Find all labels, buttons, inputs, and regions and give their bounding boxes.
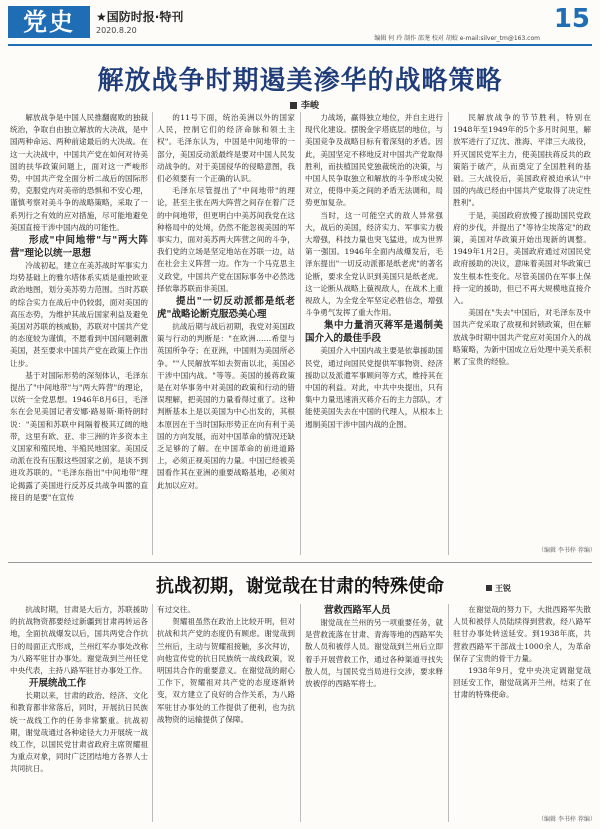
paragraph: 冷战初起，建立在美苏战时军事实力均势基础上的雅尔塔体系实质是重控欧亚政治地图，划分美苏势力范围。当时苏联的综合实力在战后中仍较弱，面对美国的高压态势，为维护其战后国家利益及避免美国对苏联的核威胁，苏联对中国共产党的态度较为谨慎，不愿看到中国问题刺激美国，甚至要求中国共产党在政策上作出让步。 [10,261,148,368]
paragraph: 当时，这一可能空式的敌人异常强大，战后的美国，经济实力、军事实力极大增强，科技力量也突飞猛进，成为世界第一强国。1946年全面内战爆发后，毛泽东提出"一切反动派都是纸老虎"的著名论断，要求全党认识到美国只是纸老虎。这一论断从战略上藐视敌人，在战术上重视敌人，为全党全军坚定必胜信念，增强斗争勇气发挥了重大作用。 [305,210,443,318]
paragraph: 于是，美国政府放慢了援助国民党政府的步伐，并提出了"等待尘埃落定"的政策，美国对华政策开始出现新的调整。1949年1月2日，美国政府通过对国民党政府援助的决议，意味着美国对华政策已发生根本性变化。尽管美国仍在军事上保持一定的援助，但已不再大规模地直接介入。 [453,210,591,306]
paragraph: 抗战后期与战后初期，我党对美国政策与行动的判断是："在欧洲……希望与英国所争夺；在亚洲，中国则为美国所必争。""人民解放军如去贺南以北，美国必干涉中国内战。"等等。美国的援蒋政策是在对华事务中对美国的政策和行动的错误理解，把美国的力量看得过重了。这种判断基本上是以美国为中心出发的，其根本原因在于当时国际形势正在向有利于美国的方向发展，而对中国革命的情况还缺乏足够的了解。在中国革命的前进道路上，必须正视美国的力量。中国已经被美国看作其在亚洲的重要战略基地，必须对此加以应对。 [157,322,295,490]
issue-date: 2020.8.20 [96,26,137,35]
page-number: 15 [553,4,590,34]
paper-name: ★国防时报·特刊 [96,10,184,24]
paragraph: 有过交往。 [157,605,195,614]
article2-column-3 [305,604,443,824]
column-divider [152,112,153,555]
subheading: 提出"一切反动派都是纸老虎"战略论断克服恐美心理 [157,296,295,321]
paragraph: 基于对国际形势的深刻体认，毛泽东提出了"中间地带"与"两大阵营"的理论，以统一全党思想。1946年8月6日，毛泽东在会见美国记者安娜·路易斯·斯特朗时说："美国和苏联中间隔着极其辽阔的地带，这里有欧、亚、非三洲的许多资本主义国家和殖民地、半殖民地国家。美国反动派在没有压服这些国家之前，是谈不到进攻苏联的。"毛泽东指出"中间地带"理论揭露了美国进行反苏反共战争叫嚣的直接目的是要"在宣传 [10,370,148,502]
header-divider [8,44,592,46]
column-divider [152,604,153,822]
paragraph: 美国介入中国内战主要是依靠援助国民党，通过向国民党提供军事物资、经济援助以及派遣军事顾问等方式，维持其在中国的利益。对此，中共中央提出，只有集中力量迅速消灭蒋介石的主力部队，才能使美国失去在中国的代理人，从根本上遏制美国干涉中国内战的企图。 [305,346,443,429]
article1-column-3 [305,112,443,555]
subheading: 营救西路军人员 [324,605,391,616]
paragraph: 在谢觉哉的努力下，大批西路军失散人员和被俘人员陆续得到营救，经八路军驻甘办事处转送延安。到1938年底，共营救西路军干部战士1000余人，为革命保存了宝贵的骨干力量。 [453,605,591,663]
article1-title: 解放战争时期遏美渗华的战略策略 [97,66,503,96]
paragraph: 谢觉哉在兰州的另一项重要任务，就是营救流落在甘肃、青海等地的西路军失散人员和被俘人员。谢觉哉到兰州后立即着手开展营救工作，通过各种渠道寻找失散人员，与国民党当局进行交涉，要求释放被俘的西路军将士。 [305,618,443,689]
article1-author: 李峻 [290,98,319,111]
editorial-credits: 编辑 何 玲 制作 邵荛 校对 胡蛟 e-mail:silver_tm@163.com [374,35,540,42]
paragraph: 1938年9月，党中央决定调谢觉哉回延安工作，谢觉哉离开兰州，结束了在甘肃的特殊使命。 [453,666,591,700]
section-tag: 党史 [8,6,90,38]
article2-column-1 [10,604,148,824]
article1-editor-note: （编辑 李书梓 荐编） [538,547,596,554]
article1-column-4 [453,112,591,532]
subheading: 开展统战工作 [29,678,87,690]
column-divider [300,112,301,555]
column-divider [448,604,449,822]
article2-author: 王锐 [486,583,511,594]
article1-column-2 [157,112,295,555]
column-divider [448,112,449,555]
paragraph: 美国在"失去"中国后，对毛泽东及中国共产党采取了敌视和封锁政策，但在解放战争时期中国共产党应对美国介入的战略策略，为新中国成立后处理中美关系积累了宝贵的经验。 [453,308,591,367]
paragraph: 的11号下面，统治美洲以外的国家人民，控制它们的经济命脉和领土主权"。毛泽东认为，中国是中间地带的一部分，美国反动派最终是要对中国人民发动战争的。对于美国侵华的侵略意图，我们必须要有一个正确的认识。 [157,113,295,184]
paragraph: 贺耀祖虽然在政治上比较开明，但对抗战和共产党的态度仍有顾虑。谢觉哉到兰州后，主动与贺耀祖接触，多次拜访，向他宣传党的抗日民族统一战线政策，说明国共合作的重要意义。在谢觉哉的耐心工作下，贺耀祖对共产党的态度逐渐转变，双方建立了良好的合作关系，为八路军驻甘办事处的工作提供了便利，也为抗战物资的运输提供了保障。 [157,617,295,724]
column-divider [300,604,301,822]
subheading: 形成"中间地带"与"两大阵营"理论以统一思想 [10,235,148,260]
page-header [0,0,600,44]
article2-column-4 [453,604,591,809]
paragraph: 民解放战争的节节胜利，特别在1948年至1949年的5个多月时间里，解放军进行了辽沈、淮海、平津三大战役，歼灭国民党军主力，使美国扶蒋反共的政策陷于破产，从而奠定了全国胜利的基础。三大战役后，美国政府被迫承认"中国的内战已经由中国共产党取得了决定性胜利"。 [453,113,591,208]
article1-column-1 [10,112,148,555]
article2-title: 抗战初期，谢觉哉在甘肃的特殊使命 [156,576,444,597]
article2-editor-note: （编辑 李书梓 荐编） [538,816,596,823]
paragraph: 长期以来，甘肃的政治、经济、文化和教育都非常落后，同时，开展抗日民族统一战线工作的任务非常繁重。抗战初期，谢觉哉通过各种途径大力开展统一战线工作，以国民党甘肃省政府主席贺耀祖为重点对象，同时广泛团结地方各界人士共同抗日。 [10,691,148,774]
paragraph: 解放战争是中国人民推翻腐败的独裁统治，争取自由独立解放的大决战，是中国两种命运、两种前途最后的大决战。在这一大决战中，中国共产党在如何对待美国的扶华政策问题上，面对这一严峻形势，中国共产党全面分析二战后的国际形势，克服党内对美帝的恐惧和不安心理，谨慎考察对美斗争的战略策略，采取了一系列行之有效的应对措施，尽可能地避免美国直接干涉中国内战的可能性。 [10,113,148,232]
paragraph: 抗战时期，甘肃是大后方，苏联援助的抗战物资都要经过新疆到甘肃再转运各地，全面抗战爆发以后，国共两党合作抗日的局面正式形成，兰州红军办事处改称为八路军驻甘办事处。谢觉哉到兰州任党中央代表，主持八路军驻甘办事处工作。 [10,605,148,676]
paragraph: 毛泽东尽管提出了"中间地带"的理论，甚至主张在两大阵营之间存在着广泛的中间地带，但更明白中美苏间我党在这种格局中的处境，仍然不能忽视美国的军事实力，面对美苏两大阵营之间的斗争，我们党的立场是坚定地站在苏联一边，站在社会主义阵营一边。作为一个马克思主义政党，中国共产党在国际事务中必然选择依靠苏联而非美国。 [157,186,295,293]
article-divider [8,562,592,563]
article2-column-2 [157,604,295,824]
subheading: 集中力量消灭蒋军是遏制美国介入的最佳手段 [305,320,443,345]
paragraph: 力战场，赢得独立地位，并自主进行现代化建设。摆脱金字塔底层的地位，与美国竞争及战略目标有着深刻的矛盾。因此，美国坚定不移地反对中国共产党取得胜利，而扶植国民党独裁统治的决策，与中国人民争取独立和解放的斗争形成尖锐对立，使得中美之间的矛盾无法调和，局势更加复杂。 [305,113,443,208]
